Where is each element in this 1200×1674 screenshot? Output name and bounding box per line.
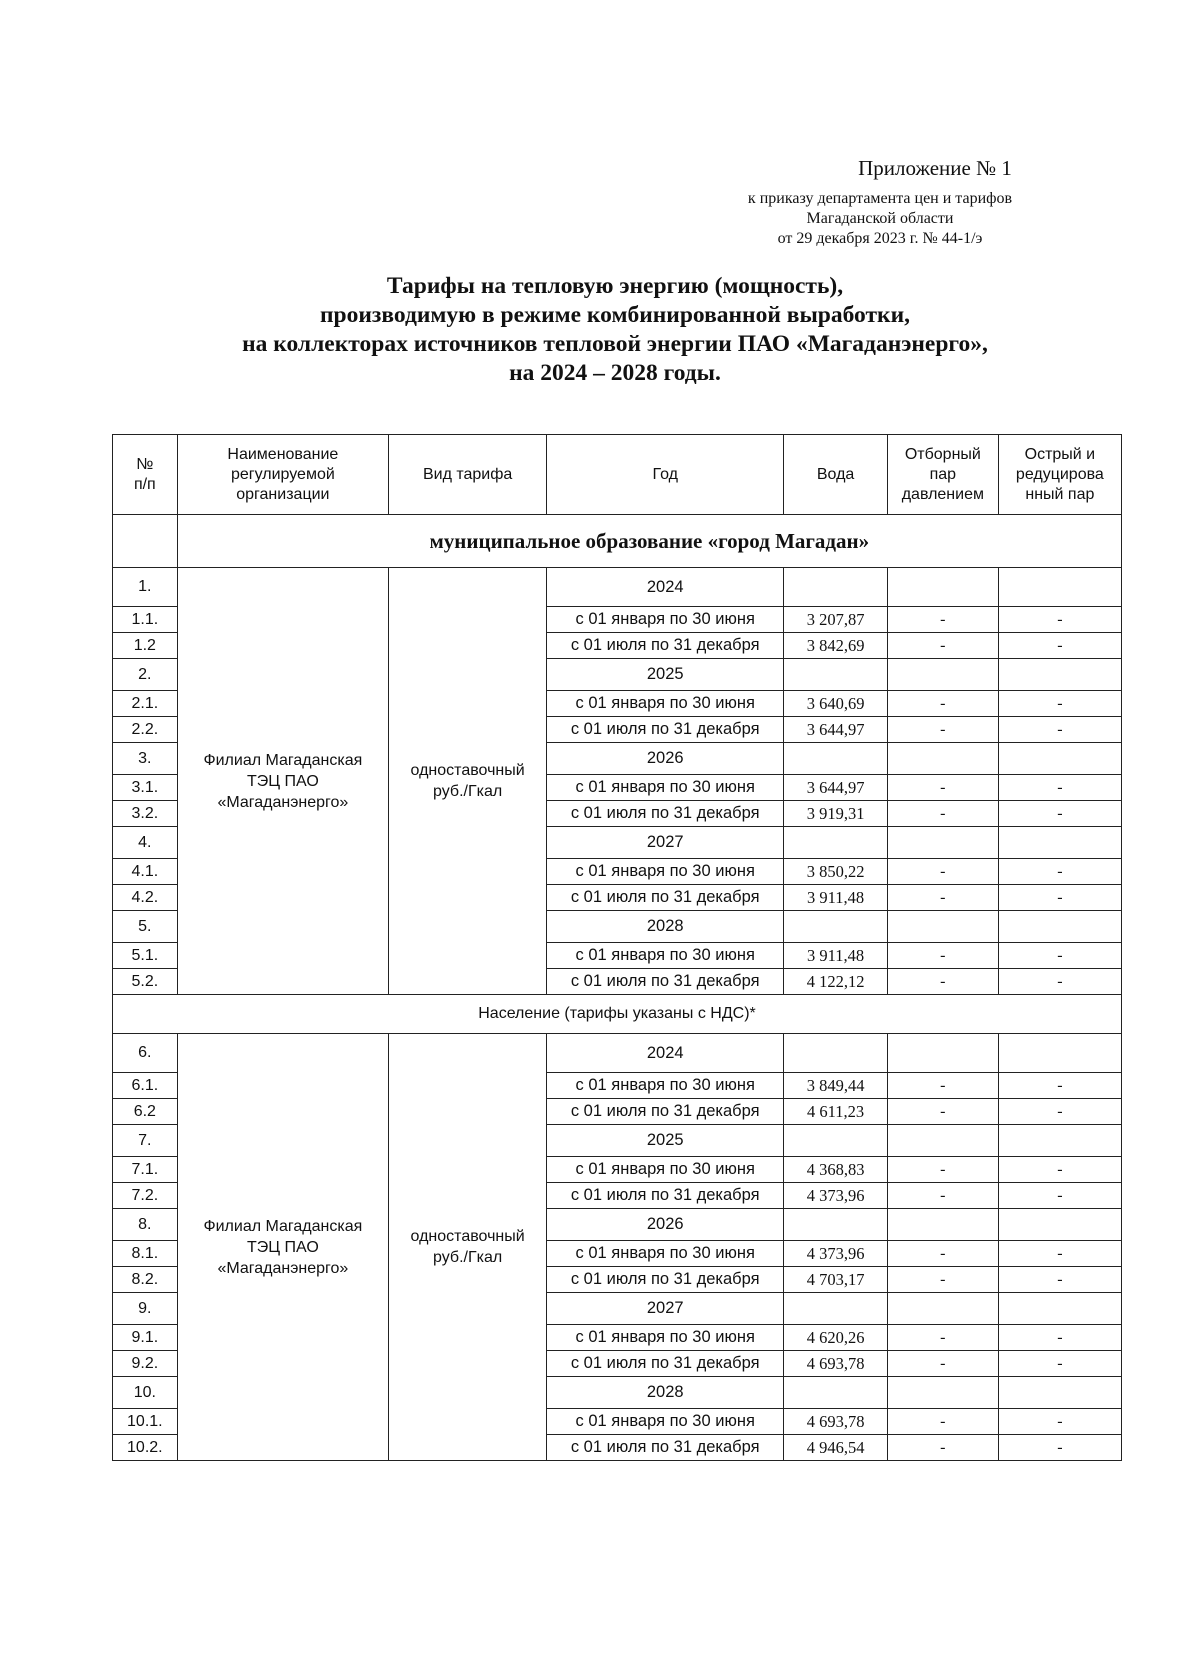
water-value: 3 850,22 <box>784 859 888 885</box>
row-number: 1.2 <box>113 633 178 659</box>
year-cell: 2025 <box>547 659 784 691</box>
water-value: 3 842,69 <box>784 633 888 659</box>
period-cell: с 01 июля по 31 декабря <box>547 1183 784 1209</box>
year-cell: 2026 <box>547 1209 784 1241</box>
period-cell: с 01 июля по 31 декабря <box>547 717 784 743</box>
water-value: 3 919,31 <box>784 801 888 827</box>
organization-line: ТЭЦ ПАО <box>246 1238 319 1256</box>
sharp-steam-value <box>998 1209 1121 1241</box>
row-number: 4.1. <box>113 859 178 885</box>
water-value: 4 611,23 <box>784 1099 888 1125</box>
organization-line: Филиал Магаданская <box>203 751 363 769</box>
selected-steam-value: - <box>887 943 998 969</box>
sharp-steam-value <box>998 568 1121 607</box>
period-cell: с 01 января по 30 июня <box>547 1073 784 1099</box>
period-cell: с 01 января по 30 июня <box>547 775 784 801</box>
header-year: Год <box>547 435 784 515</box>
sharp-steam-value <box>998 1125 1121 1157</box>
title-line: на коллекторах источников тепловой энергии ПАО «Магаданэнерго», <box>242 331 988 357</box>
selected-steam-value: - <box>887 859 998 885</box>
row-number: 6. <box>113 1034 178 1073</box>
row-number: 9.2. <box>113 1351 178 1377</box>
sharp-steam-value: - <box>998 859 1121 885</box>
tariff-type <box>389 1034 547 1461</box>
selected-steam-value <box>887 1293 998 1325</box>
sharp-steam-value: - <box>998 607 1121 633</box>
row-number: 4.2. <box>113 885 178 911</box>
selected-steam-value <box>887 1125 998 1157</box>
tariff-type-line: одноставочный <box>410 762 525 779</box>
year-cell: 2026 <box>547 743 784 775</box>
sharp-steam-value: - <box>998 1351 1121 1377</box>
water-value: 4 703,17 <box>784 1267 888 1293</box>
selected-steam-value <box>887 827 998 859</box>
selected-steam-value: - <box>887 1435 998 1461</box>
period-cell: с 01 января по 30 июня <box>547 859 784 885</box>
period-cell: с 01 января по 30 июня <box>547 943 784 969</box>
water-value <box>784 1209 888 1241</box>
organization-name <box>177 1034 388 1461</box>
row-number: 9. <box>113 1293 178 1325</box>
selected-steam-value: - <box>887 885 998 911</box>
sharp-steam-value <box>998 659 1121 691</box>
water-value <box>784 1293 888 1325</box>
sharp-steam-value <box>998 1377 1121 1409</box>
section-title: Население (тарифы указаны с НДС)* <box>113 995 1122 1034</box>
row-number: 4. <box>113 827 178 859</box>
tariff-type-line: руб./Гкал <box>433 783 503 800</box>
period-cell: с 01 июля по 31 декабря <box>547 1351 784 1377</box>
period-cell: с 01 января по 30 июня <box>547 1157 784 1183</box>
row-number: 3. <box>113 743 178 775</box>
water-value: 3 640,69 <box>784 691 888 717</box>
water-value <box>784 568 888 607</box>
row-number: 7.2. <box>113 1183 178 1209</box>
sharp-steam-value: - <box>998 1241 1121 1267</box>
row-number: 2.2. <box>113 717 178 743</box>
organization-line: Филиал Магаданская <box>203 1217 363 1235</box>
period-cell: с 01 января по 30 июня <box>547 1325 784 1351</box>
sharp-steam-value: - <box>998 1409 1121 1435</box>
row-number: 8.1. <box>113 1241 178 1267</box>
sharp-steam-value: - <box>998 1325 1121 1351</box>
sharp-steam-value: - <box>998 969 1121 995</box>
header-row <box>113 435 1122 515</box>
table-row <box>113 568 1122 607</box>
water-value <box>784 1125 888 1157</box>
selected-steam-value <box>887 1034 998 1073</box>
period-cell: с 01 июля по 31 декабря <box>547 1435 784 1461</box>
period-cell: с 01 января по 30 июня <box>547 1409 784 1435</box>
sharp-steam-value: - <box>998 775 1121 801</box>
selected-steam-value: - <box>887 633 998 659</box>
water-value: 3 911,48 <box>784 943 888 969</box>
section-empty-cell <box>113 515 178 568</box>
row-number: 3.2. <box>113 801 178 827</box>
header-sharp-steam: Острый и редуцирова нный пар <box>998 435 1121 515</box>
selected-steam-value <box>887 568 998 607</box>
row-number: 5.2. <box>113 969 178 995</box>
period-cell: с 01 января по 30 июня <box>547 691 784 717</box>
section-title-row <box>113 995 1122 1034</box>
sharp-steam-value: - <box>998 1183 1121 1209</box>
sharp-steam-value: - <box>998 1073 1121 1099</box>
selected-steam-value: - <box>887 1073 998 1099</box>
water-value: 4 368,83 <box>784 1157 888 1183</box>
organization-line: «Магаданэнерго» <box>217 1259 349 1277</box>
water-value <box>784 911 888 943</box>
water-value <box>784 827 888 859</box>
selected-steam-value: - <box>887 607 998 633</box>
document-title <box>110 272 1120 388</box>
water-value <box>784 1034 888 1073</box>
sharp-steam-value: - <box>998 943 1121 969</box>
water-value: 4 373,96 <box>784 1183 888 1209</box>
selected-steam-value: - <box>887 969 998 995</box>
selected-steam-value <box>887 743 998 775</box>
row-number: 10.2. <box>113 1435 178 1461</box>
section-title: муниципальное образование «город Магадан» <box>177 515 1121 568</box>
tariff-type-line: одноставочный <box>410 1228 525 1245</box>
water-value <box>784 743 888 775</box>
table-row <box>113 1034 1122 1073</box>
water-value: 4 693,78 <box>784 1351 888 1377</box>
water-value: 4 693,78 <box>784 1409 888 1435</box>
year-cell: 2027 <box>547 827 784 859</box>
water-value: 4 946,54 <box>784 1435 888 1461</box>
water-value: 3 849,44 <box>784 1073 888 1099</box>
row-number: 1. <box>113 568 178 607</box>
period-cell: с 01 июля по 31 декабря <box>547 633 784 659</box>
year-cell: 2025 <box>547 1125 784 1157</box>
sharp-steam-value: - <box>998 1157 1121 1183</box>
water-value <box>784 659 888 691</box>
selected-steam-value <box>887 659 998 691</box>
sharp-steam-value: - <box>998 801 1121 827</box>
water-value: 3 207,87 <box>784 607 888 633</box>
selected-steam-value <box>887 911 998 943</box>
year-cell: 2028 <box>547 1377 784 1409</box>
period-cell: с 01 июля по 31 декабря <box>547 885 784 911</box>
period-cell: с 01 января по 30 июня <box>547 607 784 633</box>
row-number: 6.1. <box>113 1073 178 1099</box>
row-number: 10. <box>113 1377 178 1409</box>
selected-steam-value: - <box>887 1099 998 1125</box>
selected-steam-value: - <box>887 691 998 717</box>
water-value: 3 644,97 <box>784 775 888 801</box>
header-organization: Наименование регулируемой организации <box>177 435 388 515</box>
selected-steam-value: - <box>887 775 998 801</box>
period-cell: с 01 июля по 31 декабря <box>547 1267 784 1293</box>
selected-steam-value: - <box>887 1351 998 1377</box>
selected-steam-value <box>887 1377 998 1409</box>
row-number: 2. <box>113 659 178 691</box>
selected-steam-value: - <box>887 1409 998 1435</box>
sharp-steam-value <box>998 1293 1121 1325</box>
row-number: 7. <box>113 1125 178 1157</box>
sharp-steam-value: - <box>998 1435 1121 1461</box>
header-selected-steam: Отборный пар давлением <box>887 435 998 515</box>
water-value: 4 122,12 <box>784 969 888 995</box>
title-line: Тарифы на тепловую энергию (мощность), <box>386 273 844 299</box>
sharp-steam-value <box>998 827 1121 859</box>
year-cell: 2024 <box>547 568 784 607</box>
appendix-line: к приказу департамента цен и тарифов <box>747 190 1013 207</box>
row-number: 7.1. <box>113 1157 178 1183</box>
selected-steam-value: - <box>887 1183 998 1209</box>
row-number: 6.2 <box>113 1099 178 1125</box>
selected-steam-value: - <box>887 801 998 827</box>
sharp-steam-value: - <box>998 633 1121 659</box>
appendix-line: Магаданской области <box>806 210 954 227</box>
section-title-row <box>113 515 1122 568</box>
sharp-steam-value: - <box>998 717 1121 743</box>
water-value <box>784 1377 888 1409</box>
appendix-line: от 29 декабря 2023 г. № 44-1/э <box>777 230 983 247</box>
selected-steam-value: - <box>887 1157 998 1183</box>
header-tariff-type: Вид тарифа <box>389 435 547 515</box>
sharp-steam-value: - <box>998 885 1121 911</box>
water-value: 3 644,97 <box>784 717 888 743</box>
sharp-steam-value <box>998 911 1121 943</box>
year-cell: 2028 <box>547 911 784 943</box>
water-value: 4 620,26 <box>784 1325 888 1351</box>
row-number: 9.1. <box>113 1325 178 1351</box>
tariff-type <box>389 568 547 995</box>
title-line: на 2024 – 2028 годы. <box>509 360 721 386</box>
sharp-steam-value: - <box>998 1267 1121 1293</box>
sharp-steam-value <box>998 743 1121 775</box>
selected-steam-value <box>887 1209 998 1241</box>
appendix-title: Приложение № 1 <box>858 156 1012 180</box>
title-line: производимую в режиме комбинированной выработки, <box>320 302 910 328</box>
organization-line: ТЭЦ ПАО <box>246 772 319 790</box>
organization-line: «Магаданэнерго» <box>217 793 349 811</box>
water-value: 4 373,96 <box>784 1241 888 1267</box>
sharp-steam-value: - <box>998 1099 1121 1125</box>
selected-steam-value: - <box>887 1325 998 1351</box>
row-number: 1.1. <box>113 607 178 633</box>
year-cell: 2024 <box>547 1034 784 1073</box>
sharp-steam-value <box>998 1034 1121 1073</box>
period-cell: с 01 июля по 31 декабря <box>547 801 784 827</box>
header-water: Вода <box>784 435 888 515</box>
tariff-table <box>112 434 1122 1461</box>
row-number: 5.1. <box>113 943 178 969</box>
water-value: 3 911,48 <box>784 885 888 911</box>
organization-name <box>177 568 388 995</box>
header-num: № п/п <box>113 435 178 515</box>
row-number: 8.2. <box>113 1267 178 1293</box>
row-number: 2.1. <box>113 691 178 717</box>
row-number: 5. <box>113 911 178 943</box>
row-number: 10.1. <box>113 1409 178 1435</box>
row-number: 8. <box>113 1209 178 1241</box>
period-cell: с 01 января по 30 июня <box>547 1241 784 1267</box>
selected-steam-value: - <box>887 717 998 743</box>
period-cell: с 01 июля по 31 декабря <box>547 969 784 995</box>
row-number: 3.1. <box>113 775 178 801</box>
sharp-steam-value: - <box>998 691 1121 717</box>
selected-steam-value: - <box>887 1241 998 1267</box>
selected-steam-value: - <box>887 1267 998 1293</box>
tariff-type-line: руб./Гкал <box>433 1249 503 1266</box>
period-cell: с 01 июля по 31 декабря <box>547 1099 784 1125</box>
year-cell: 2027 <box>547 1293 784 1325</box>
appendix-block <box>690 156 1070 249</box>
